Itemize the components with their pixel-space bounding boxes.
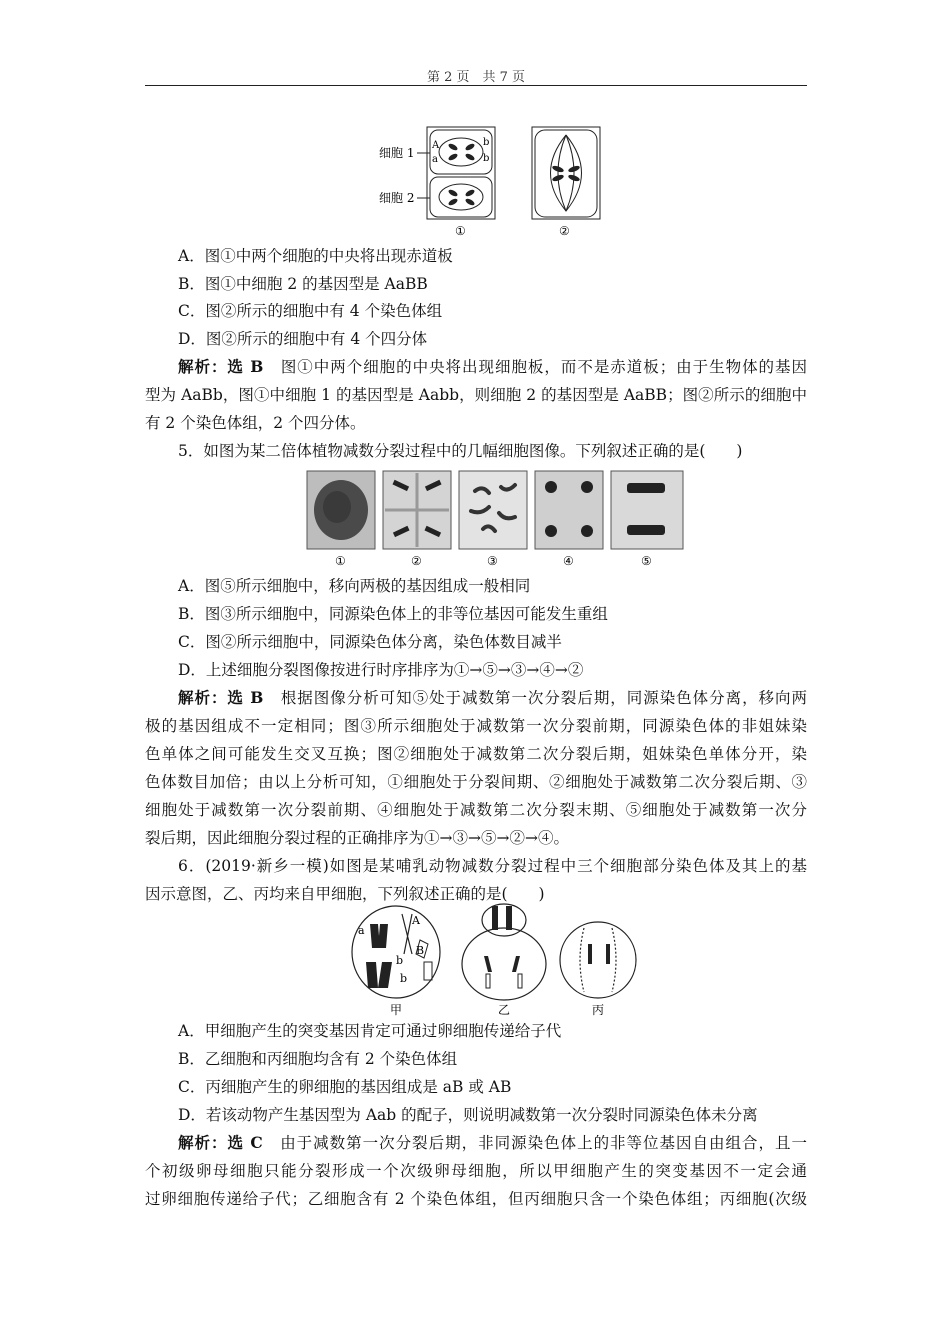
q6-option-d: D．若该动物产生基因型为 Aab 的配子，则说明减数第一次分裂时同源染色体未分离	[178, 1106, 758, 1124]
gene-label-b2: b	[400, 972, 408, 985]
cell1-label: 细胞 1	[379, 146, 415, 160]
q5-answer-line-4: 色体数目加倍；由以上分析可知，①细胞处于分裂间期、②细胞处于减数第二次分裂后期、③	[145, 773, 807, 791]
photo-label-3: ③	[487, 554, 498, 568]
photo-label-1: ①	[335, 554, 346, 568]
cell2-spindle	[439, 184, 483, 210]
q6-answer-line-2: 个初级卵母细胞只能分裂形成一个次级卵母细胞，所以甲细胞产生的突变基因不一定会通	[145, 1162, 807, 1180]
cell-jia-outline	[352, 906, 440, 998]
gene-label-B: B	[416, 944, 425, 957]
figure-animal-cells	[340, 900, 640, 1018]
panel2-spindle-fibers	[558, 135, 574, 211]
q4-option-d: D．图②所示的细胞中有 4 个四分体	[178, 330, 428, 348]
panel1-label: ①	[455, 224, 466, 238]
q5-option-b: B．图③所示细胞中，同源染色体上的非等位基因可能发生重组	[178, 605, 608, 623]
panel2-spindle	[551, 135, 582, 211]
figure-plant-cells-svg	[375, 123, 605, 238]
gene-A-label: A	[432, 140, 440, 151]
page-header: 第 2 页 共 7 页	[426, 70, 526, 85]
q4-option-b: B．图①中细胞 2 的基因型是 AaBB	[178, 275, 428, 293]
q6-answer-line-3: 过卵细胞传递给子代；乙细胞含有 2 个染色体组，但丙细胞只含一个染色体组；丙细胞(次级	[145, 1190, 808, 1208]
q6-option-a: A．甲细胞产生的突变基因肯定可通过卵细胞传递给子代	[178, 1022, 562, 1040]
q5-option-d: D．上述细胞分裂图像按进行时序排序为①→⑤→③→④→②	[178, 661, 584, 679]
panel2-frame	[532, 127, 600, 219]
q5-option-a: A．图⑤所示细胞中，移向两极的基因组成一般相同	[178, 577, 531, 595]
panel2-label: ②	[559, 224, 570, 238]
q5-stem: 5．如图为某二倍体植物减数分裂过程中的几幅细胞图像。下列叙述正确的是( )	[178, 442, 743, 460]
q6-stem-line-2: 因示意图，乙、丙均来自甲细胞，下列叙述正确的是( )	[145, 885, 545, 903]
q4-answer-line-1: 解析：选 B 图①中两个细胞的中央将出现细胞板，而不是赤道板；由于生物体的基因	[178, 357, 807, 376]
photo-label-4: ④	[563, 554, 574, 568]
photo-4	[535, 471, 603, 549]
q5-answer-line-1: 解析：选 B 根据图像分析可知⑤处于减数第一次分裂后期，同源染色体分离，移向两	[178, 688, 807, 707]
photo-5	[611, 471, 683, 549]
photo-label-2: ②	[411, 554, 422, 568]
gene-label-b1: b	[396, 954, 404, 967]
cell-label-jia: 甲	[390, 1003, 403, 1017]
q6-option-c: C．丙细胞产生的卵细胞的基因组成是 aB 或 AB	[178, 1078, 512, 1096]
q6-stem-line-1: 6．(2019·新乡一模)如图是某哺乳动物减数分裂过程中三个细胞部分染色体及其上的基	[178, 857, 807, 875]
gene-a-label: a	[432, 154, 438, 165]
q4-answer-line-2: 型为 AaBb，图①中细胞 1 的基因型是 Aabb，则细胞 2 的基因型是 AaBB；图②所示的细胞中	[145, 386, 807, 404]
q5-answer-line-3: 色单体之间可能发生交叉互换；图②细胞处于减数第二次分裂后期，姐妹染色单体分开，染	[145, 745, 807, 763]
gene-label-A: A	[412, 914, 420, 927]
gene-b1-label: b	[483, 137, 490, 148]
gene-b2-label: b	[483, 153, 490, 164]
micrographs-svg	[305, 469, 685, 569]
photo-3	[459, 471, 527, 549]
gene-label-a: a	[358, 924, 365, 937]
cell-yi-outline	[462, 928, 546, 1000]
panel2-cell	[535, 130, 597, 217]
q4-option-c: C．图②所示的细胞中有 4 个染色体组	[178, 302, 443, 320]
answer-prefix: 解析：选 B	[178, 688, 264, 707]
q5-answer-line-6: 裂后期，因此细胞分裂过程的正确排序为①→③→⑤→②→④。	[145, 829, 569, 847]
cell-label-bing: 丙	[592, 1003, 605, 1017]
q6-option-b: B．乙细胞和丙细胞均含有 2 个染色体组	[178, 1050, 458, 1068]
photo-2	[383, 471, 451, 549]
q5-option-c: C．图②所示细胞中，同源染色体分离，染色体数目减半	[178, 633, 562, 651]
cell2-label: 细胞 2	[379, 191, 415, 205]
cell1-spindle	[439, 138, 483, 166]
q6-answer-line-1: 解析：选 C 由于减数第一次分裂后期，非同源染色体上的非等位基因自由组合，且一	[178, 1133, 807, 1152]
q4-option-a: A．图①中两个细胞的中央将出现赤道板	[178, 247, 453, 265]
cell-bing-outline	[560, 922, 636, 998]
answer-prefix: 解析：选 C	[178, 1133, 263, 1152]
figure-plant-cells	[375, 123, 605, 238]
answer-prefix: 解析：选 B	[178, 357, 264, 376]
cell-yi-polar-body	[482, 904, 526, 936]
figure-micrographs	[305, 469, 685, 569]
photo-label-5: ⑤	[641, 554, 652, 568]
cell-label-yi: 乙	[498, 1003, 511, 1017]
header-rule	[145, 85, 807, 86]
q5-answer-line-2: 极的基因组成不一定相同；图③所示细胞处于减数第一次分裂前期，同源染色体的非姐妹染	[145, 717, 807, 735]
q5-answer-line-5: 细胞处于减数第一次分裂前期、④细胞处于减数第二次分裂末期、⑤细胞处于减数第一次分	[145, 801, 807, 819]
photo-1	[307, 471, 375, 549]
q4-answer-line-3: 有 2 个染色体组，2 个四分体。	[145, 414, 366, 432]
animal-cells-svg	[340, 900, 640, 1018]
